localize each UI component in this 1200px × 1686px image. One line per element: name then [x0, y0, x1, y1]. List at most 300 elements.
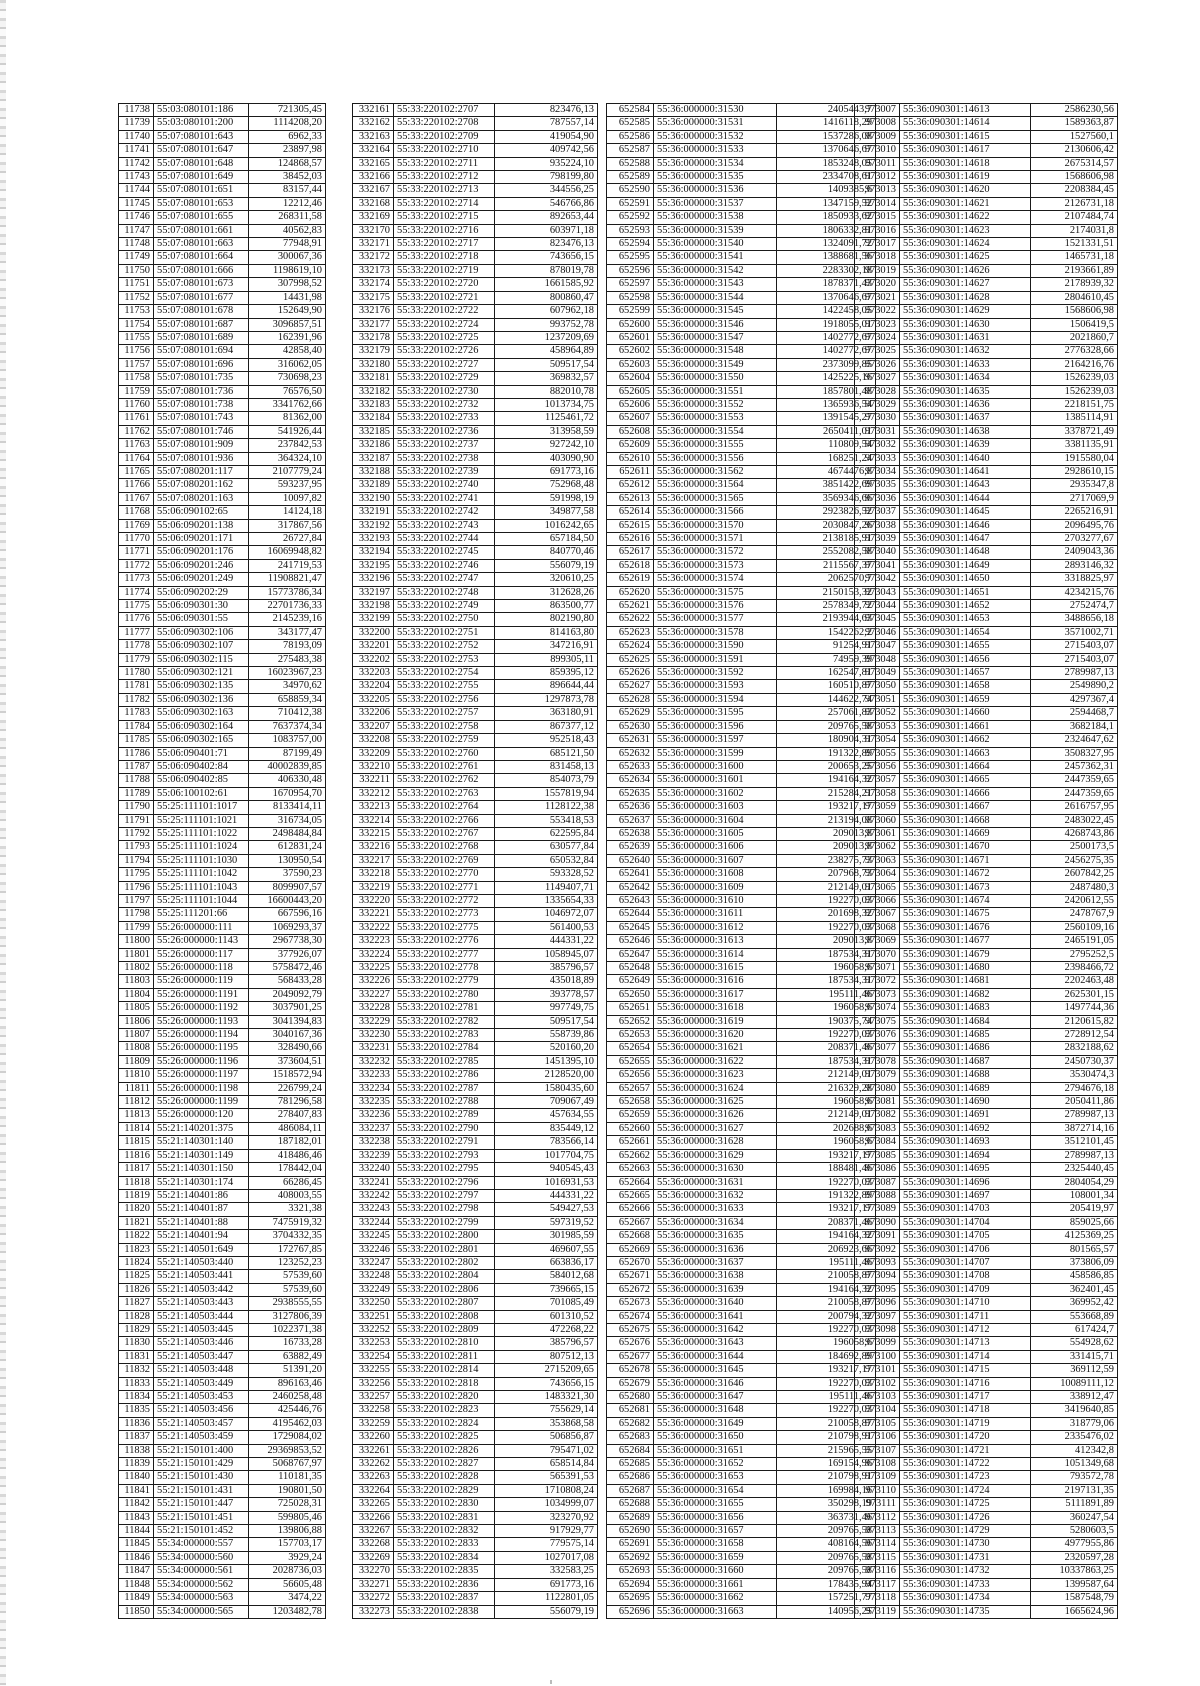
cadastral-number: 55:36:090301:14623	[900, 224, 1031, 237]
row-number: 652638	[607, 827, 654, 840]
cadastral-value: 1425225,16	[777, 372, 876, 385]
cadastral-number: 55:33:220102:2714	[394, 197, 495, 210]
row-number: 652661	[607, 1136, 654, 1149]
cadastral-value: 823476,13	[495, 104, 598, 117]
table-row	[353, 586, 598, 599]
cadastral-number: 55:36:090301:14721	[900, 1444, 1031, 1457]
cadastral-value: 798199,80	[495, 171, 598, 184]
cadastral-value: 2487480,3	[1031, 881, 1118, 894]
row-number: 11777	[119, 626, 154, 639]
cadastral-number: 55:33:220102:2758	[394, 720, 495, 733]
cadastral-value: 2193661,89	[1031, 264, 1118, 277]
cadastral-number: 55:33:220102:2818	[394, 1377, 495, 1390]
cadastral-value: 917929,77	[495, 1525, 598, 1538]
cadastral-value: 3321,38	[249, 1203, 326, 1216]
cadastral-value: 2715209,65	[495, 1364, 598, 1377]
scan-speck	[550, 1680, 552, 1684]
cadastral-value: 81362,00	[249, 412, 326, 425]
cadastral-number: 55:36:090301:14666	[900, 787, 1031, 800]
row-number: 652650	[607, 988, 654, 1001]
cadastral-number: 55:36:000000:31654	[654, 1484, 777, 1497]
cadastral-number: 55:36:090301:14697	[900, 1189, 1031, 1202]
table-row	[353, 814, 598, 827]
cadastral-number: 55:07:080101:661	[154, 224, 249, 237]
table-row	[855, 640, 1118, 653]
cadastral-value: 140956,25	[777, 1605, 876, 1618]
cadastral-number: 55:07:080201:117	[154, 465, 249, 478]
cadastral-value: 2028736,03	[249, 1565, 326, 1578]
row-number: 11822	[119, 1230, 154, 1243]
cadastral-number: 55:33:220102:2773	[394, 908, 495, 921]
table-row	[855, 264, 1118, 277]
cadastral-value: 4234215,76	[1031, 586, 1118, 599]
cadastral-number: 55:36:000000:31597	[654, 734, 777, 747]
table-row	[119, 224, 326, 237]
row-number: 973042	[855, 573, 900, 586]
row-number: 11840	[119, 1471, 154, 1484]
table-row	[855, 1538, 1118, 1551]
cadastral-number: 55:21:140503:457	[154, 1417, 249, 1430]
cadastral-value: 4977955,86	[1031, 1538, 1118, 1551]
cadastral-number: 55:36:090301:14684	[900, 1015, 1031, 1028]
row-number: 11761	[119, 412, 154, 425]
cadastral-number: 55:33:220102:2736	[394, 425, 495, 438]
cadastral-value: 16733,28	[249, 1337, 326, 1350]
cadastral-value: 193217,17	[777, 1149, 876, 1162]
cadastral-number: 55:36:090301:14710	[900, 1297, 1031, 1310]
cadastral-number: 55:36:090301:14714	[900, 1350, 1031, 1363]
table-row	[353, 117, 598, 130]
row-number: 11753	[119, 305, 154, 318]
table-row	[607, 251, 876, 264]
cadastral-number: 55:36:000000:31576	[654, 600, 777, 613]
cadastral-value: 108001,34	[1031, 1189, 1118, 1202]
table-row	[855, 1015, 1118, 1028]
cadastral-number: 55:33:220102:2716	[394, 224, 495, 237]
cadastral-number: 55:33:220102:2790	[394, 1122, 495, 1135]
table-row	[855, 1592, 1118, 1605]
cadastral-value: 208371,46	[777, 1042, 876, 1055]
table-row	[607, 1122, 876, 1135]
cadastral-number: 55:36:000000:31541	[654, 251, 777, 264]
cadastral-number: 55:36:090301:14688	[900, 1069, 1031, 1082]
cadastral-number: 55:36:090301:14685	[900, 1029, 1031, 1042]
row-number: 332185	[353, 425, 394, 438]
cadastral-number: 55:07:080101:736	[154, 385, 249, 398]
row-number: 332180	[353, 358, 394, 371]
cadastral-value: 1203482,78	[249, 1605, 326, 1618]
cadastral-value: 4297367,4	[1031, 693, 1118, 706]
cadastral-number: 55:33:220102:2832	[394, 1525, 495, 1538]
row-number: 11813	[119, 1109, 154, 1122]
cadastral-value: 3381135,91	[1031, 439, 1118, 452]
cadastral-number: 55:36:000000:31637	[654, 1256, 777, 1269]
row-number: 652696	[607, 1605, 654, 1618]
table-row	[119, 439, 326, 452]
table-row	[119, 1605, 326, 1618]
table-row	[855, 1283, 1118, 1296]
row-number: 973039	[855, 533, 900, 546]
table-row	[119, 613, 326, 626]
cadastral-number: 55:21:140503:459	[154, 1431, 249, 1444]
row-number: 332213	[353, 801, 394, 814]
row-number: 332218	[353, 868, 394, 881]
row-number: 652631	[607, 734, 654, 747]
cadastral-number: 55:21:140503:441	[154, 1270, 249, 1283]
row-number: 332192	[353, 519, 394, 532]
cadastral-value: 597319,52	[495, 1216, 598, 1229]
table-row	[607, 238, 876, 251]
table-row	[607, 1605, 876, 1618]
table-row	[119, 1431, 326, 1444]
cadastral-number: 55:21:150101:451	[154, 1511, 249, 1524]
row-number: 11769	[119, 519, 154, 532]
table-row	[607, 1310, 876, 1323]
table-row	[855, 707, 1118, 720]
cadastral-value: 701085,49	[495, 1297, 598, 1310]
cadastral-value: 385796,57	[495, 962, 598, 975]
row-number: 973096	[855, 1297, 900, 1310]
row-number: 332179	[353, 345, 394, 358]
table-row	[119, 130, 326, 143]
cadastral-number: 55:36:090301:14622	[900, 211, 1031, 224]
cadastral-number: 55:33:220102:2710	[394, 144, 495, 157]
cadastral-number: 55:36:000000:31547	[654, 331, 777, 344]
table-row	[607, 1417, 876, 1430]
cadastral-number: 55:36:090301:14720	[900, 1431, 1031, 1444]
cadastral-number: 55:36:090301:14724	[900, 1484, 1031, 1497]
row-number: 652657	[607, 1082, 654, 1095]
cadastral-number: 55:36:090301:14614	[900, 117, 1031, 130]
row-number: 973014	[855, 197, 900, 210]
cadastral-value: 2967738,30	[249, 935, 326, 948]
row-number: 973021	[855, 291, 900, 304]
row-number: 652642	[607, 881, 654, 894]
row-number: 973060	[855, 814, 900, 827]
row-number: 973063	[855, 854, 900, 867]
cadastral-number: 55:36:000000:31550	[654, 372, 777, 385]
table-row	[353, 224, 598, 237]
cadastral-number: 55:26:000000:119	[154, 975, 249, 988]
cadastral-value: 859025,66	[1031, 1216, 1118, 1229]
cadastral-table-4	[854, 103, 1118, 1619]
row-number: 652662	[607, 1149, 654, 1162]
cadastral-number: 55:33:220102:2757	[394, 707, 495, 720]
cadastral-number: 55:07:080101:936	[154, 452, 249, 465]
cadastral-value: 3530474,3	[1031, 1069, 1118, 1082]
cadastral-value: 2594468,7	[1031, 707, 1118, 720]
table-row	[607, 398, 876, 411]
cadastral-value: 591998,19	[495, 492, 598, 505]
table-row	[607, 224, 876, 237]
cadastral-value: 364324,10	[249, 452, 326, 465]
table-row	[119, 693, 326, 706]
cadastral-value: 1125461,72	[495, 412, 598, 425]
table-row	[855, 439, 1118, 452]
cadastral-number: 55:36:000000:31661	[654, 1578, 777, 1591]
cadastral-value: 194164,32	[777, 1283, 876, 1296]
cadastral-number: 55:21:140503:442	[154, 1283, 249, 1296]
cadastral-value: 212149,01	[777, 881, 876, 894]
table-row	[855, 1149, 1118, 1162]
row-number: 332264	[353, 1484, 394, 1497]
table-row	[607, 693, 876, 706]
row-number: 11759	[119, 385, 154, 398]
table-row	[607, 1364, 876, 1377]
cadastral-value: 2447359,65	[1031, 787, 1118, 800]
cadastral-value: 1526239,03	[1031, 372, 1118, 385]
cadastral-value: 4268743,86	[1031, 827, 1118, 840]
table-row	[607, 1149, 876, 1162]
cadastral-value: 1409385,6	[777, 184, 876, 197]
row-number: 11762	[119, 425, 154, 438]
cadastral-value: 408164,56	[777, 1538, 876, 1551]
row-number: 973019	[855, 264, 900, 277]
row-number: 11756	[119, 345, 154, 358]
cadastral-value: 8099907,57	[249, 881, 326, 894]
row-number: 332189	[353, 479, 394, 492]
row-number: 332261	[353, 1444, 394, 1457]
row-number: 332221	[353, 908, 394, 921]
table-row	[607, 171, 876, 184]
table-row	[353, 439, 598, 452]
row-number: 11810	[119, 1069, 154, 1082]
cadastral-value: 743656,15	[495, 1377, 598, 1390]
cadastral-value: 721305,45	[249, 104, 326, 117]
cadastral-value: 3851422,69	[777, 479, 876, 492]
cadastral-number: 55:36:000000:31640	[654, 1297, 777, 1310]
table-row	[607, 331, 876, 344]
row-number: 332233	[353, 1069, 394, 1082]
table-row	[855, 1203, 1118, 1216]
cadastral-value: 3508327,95	[1031, 747, 1118, 760]
cadastral-number: 55:34:000000:560	[154, 1551, 249, 1564]
cadastral-number: 55:36:000000:31540	[654, 238, 777, 251]
row-number: 652691	[607, 1538, 654, 1551]
cadastral-number: 55:36:090301:14672	[900, 868, 1031, 881]
row-number: 652641	[607, 868, 654, 881]
cadastral-value: 1402772,67	[777, 331, 876, 344]
row-number: 652678	[607, 1364, 654, 1377]
table-row	[607, 613, 876, 626]
cadastral-value: 1022371,38	[249, 1323, 326, 1336]
row-number: 652620	[607, 586, 654, 599]
cadastral-value: 14124,18	[249, 506, 326, 519]
cadastral-value: 935224,10	[495, 157, 598, 170]
cadastral-number: 55:21:140503:449	[154, 1377, 249, 1390]
row-number: 973077	[855, 1042, 900, 1055]
cadastral-number: 55:26:000000:111	[154, 921, 249, 934]
cadastral-number: 55:33:220102:2754	[394, 667, 495, 680]
table-row	[119, 881, 326, 894]
table-row	[855, 1029, 1118, 1042]
cadastral-value: 593237,95	[249, 479, 326, 492]
row-number: 973010	[855, 144, 900, 157]
cadastral-value: 458586,85	[1031, 1270, 1118, 1283]
cadastral-number: 55:36:000000:31621	[654, 1042, 777, 1055]
table-row	[353, 331, 598, 344]
cadastral-number: 55:36:000000:31653	[654, 1471, 777, 1484]
cadastral-number: 55:36:090301:14723	[900, 1471, 1031, 1484]
cadastral-value: 57539,60	[249, 1283, 326, 1296]
cadastral-value: 2728912,54	[1031, 1029, 1118, 1042]
table-row	[855, 1458, 1118, 1471]
cadastral-number: 55:36:000000:31643	[654, 1337, 777, 1350]
row-number: 332260	[353, 1431, 394, 1444]
table-row	[855, 1216, 1118, 1229]
row-number: 11785	[119, 734, 154, 747]
cadastral-value: 2145239,16	[249, 613, 326, 626]
row-number: 11792	[119, 827, 154, 840]
cadastral-number: 55:36:000000:31605	[654, 827, 777, 840]
row-number: 973011	[855, 157, 900, 170]
cadastral-number: 55:33:220102:2748	[394, 586, 495, 599]
cadastral-value: 509517,54	[495, 1015, 598, 1028]
row-number: 973046	[855, 626, 900, 639]
row-number: 652602	[607, 345, 654, 358]
cadastral-number: 55:03:080101:186	[154, 104, 249, 117]
cadastral-value: 2804054,29	[1031, 1176, 1118, 1189]
row-number: 652669	[607, 1243, 654, 1256]
cadastral-number: 55:33:220102:2718	[394, 251, 495, 264]
cadastral-value: 40002839,85	[249, 760, 326, 773]
cadastral-number: 55:33:220102:2719	[394, 264, 495, 277]
cadastral-number: 55:36:090301:14648	[900, 546, 1031, 559]
cadastral-value: 2265216,91	[1031, 506, 1118, 519]
row-number: 973076	[855, 1029, 900, 1042]
cadastral-number: 55:36:090301:14618	[900, 157, 1031, 170]
table-row	[353, 1484, 598, 1497]
cadastral-value: 300067,36	[249, 251, 326, 264]
cadastral-number: 55:33:220102:2776	[394, 935, 495, 948]
cadastral-value: 188481,46	[777, 1163, 876, 1176]
cadastral-value: 2552082,58	[777, 546, 876, 559]
cadastral-number: 55:33:220102:2729	[394, 372, 495, 385]
table-row	[855, 1511, 1118, 1524]
table-row	[353, 559, 598, 572]
cadastral-value: 152649,90	[249, 305, 326, 318]
table-row	[353, 197, 598, 210]
table-row	[119, 291, 326, 304]
cadastral-number: 55:36:000000:31538	[654, 211, 777, 224]
row-number: 652612	[607, 479, 654, 492]
table-row	[607, 439, 876, 452]
cadastral-value: 2650411,01	[777, 425, 876, 438]
cadastral-number: 55:33:220102:2739	[394, 465, 495, 478]
table-row	[607, 1551, 876, 1564]
cadastral-value: 209765,58	[777, 1525, 876, 1538]
row-number: 973111	[855, 1498, 900, 1511]
cadastral-number: 55:21:140503:456	[154, 1404, 249, 1417]
cadastral-value: 1506419,5	[1031, 318, 1118, 331]
table-row	[607, 345, 876, 358]
table-row	[855, 171, 1118, 184]
cadastral-number: 55:36:090301:14675	[900, 908, 1031, 921]
table-row	[855, 868, 1118, 881]
cadastral-number: 55:36:090301:14619	[900, 171, 1031, 184]
cadastral-value: 201698,32	[777, 908, 876, 921]
cadastral-number: 55:36:000000:31649	[654, 1417, 777, 1430]
cadastral-value: 486084,11	[249, 1122, 326, 1135]
cadastral-value: 178435,94	[777, 1578, 876, 1591]
cadastral-value: 360247,54	[1031, 1511, 1118, 1524]
table-row	[855, 1096, 1118, 1109]
row-number: 652668	[607, 1230, 654, 1243]
cadastral-value: 343177,47	[249, 626, 326, 639]
table-row	[855, 1082, 1118, 1095]
cadastral-number: 55:06:090202:29	[154, 586, 249, 599]
cadastral-number: 55:36:090301:14722	[900, 1458, 1031, 1471]
cadastral-value: 710412,38	[249, 707, 326, 720]
row-number: 332165	[353, 157, 394, 170]
cadastral-value: 2115567,37	[777, 559, 876, 572]
row-number: 973082	[855, 1109, 900, 1122]
cadastral-number: 55:33:220102:2737	[394, 439, 495, 452]
cadastral-value: 241719,53	[249, 559, 326, 572]
row-number: 973012	[855, 171, 900, 184]
row-number: 332196	[353, 573, 394, 586]
cadastral-number: 55:33:220102:2810	[394, 1337, 495, 1350]
cadastral-number: 55:33:220102:2829	[394, 1484, 495, 1497]
row-number: 652626	[607, 667, 654, 680]
table-row	[855, 157, 1118, 170]
row-number: 11740	[119, 130, 154, 143]
table-row	[353, 546, 598, 559]
table-row	[119, 157, 326, 170]
cadastral-number: 55:21:140503:447	[154, 1350, 249, 1363]
cadastral-number: 55:36:000000:31655	[654, 1498, 777, 1511]
cadastral-number: 55:36:000000:31533	[654, 144, 777, 157]
cadastral-number: 55:25:111101:1043	[154, 881, 249, 894]
row-number: 11843	[119, 1511, 154, 1524]
row-number: 973085	[855, 1149, 900, 1162]
cadastral-number: 55:07:080101:649	[154, 171, 249, 184]
cadastral-number: 55:36:000000:31531	[654, 117, 777, 130]
row-number: 973059	[855, 801, 900, 814]
row-number: 973069	[855, 935, 900, 948]
row-number: 973079	[855, 1069, 900, 1082]
row-number: 332206	[353, 707, 394, 720]
cadastral-number: 55:26:000000:1199	[154, 1096, 249, 1109]
cadastral-number: 55:21:150101:400	[154, 1444, 249, 1457]
cadastral-value: 26727,84	[249, 533, 326, 546]
cadastral-number: 55:36:000000:31556	[654, 452, 777, 465]
cadastral-value: 1017704,75	[495, 1149, 598, 1162]
table-row	[607, 546, 876, 559]
row-number: 973055	[855, 747, 900, 760]
cadastral-value: 2130606,42	[1031, 144, 1118, 157]
cadastral-number: 55:21:140301:140	[154, 1136, 249, 1149]
cadastral-number: 55:36:000000:31564	[654, 479, 777, 492]
row-number: 11811	[119, 1082, 154, 1095]
cadastral-number: 55:36:090301:14630	[900, 318, 1031, 331]
row-number: 973034	[855, 465, 900, 478]
row-number: 973073	[855, 988, 900, 1001]
cadastral-value: 725028,31	[249, 1498, 326, 1511]
cadastral-value: 554928,62	[1031, 1337, 1118, 1350]
table-row	[353, 894, 598, 907]
cadastral-number: 55:33:220102:2779	[394, 975, 495, 988]
cadastral-value: 709067,49	[495, 1096, 598, 1109]
cadastral-number: 55:36:090301:14643	[900, 479, 1031, 492]
cadastral-number: 55:36:000000:31600	[654, 760, 777, 773]
table-row	[119, 626, 326, 639]
row-number: 652648	[607, 962, 654, 975]
row-number: 973115	[855, 1551, 900, 1564]
cadastral-number: 55:21:140503:445	[154, 1323, 249, 1336]
cadastral-value: 215965,55	[777, 1444, 876, 1457]
row-number: 11829	[119, 1323, 154, 1336]
